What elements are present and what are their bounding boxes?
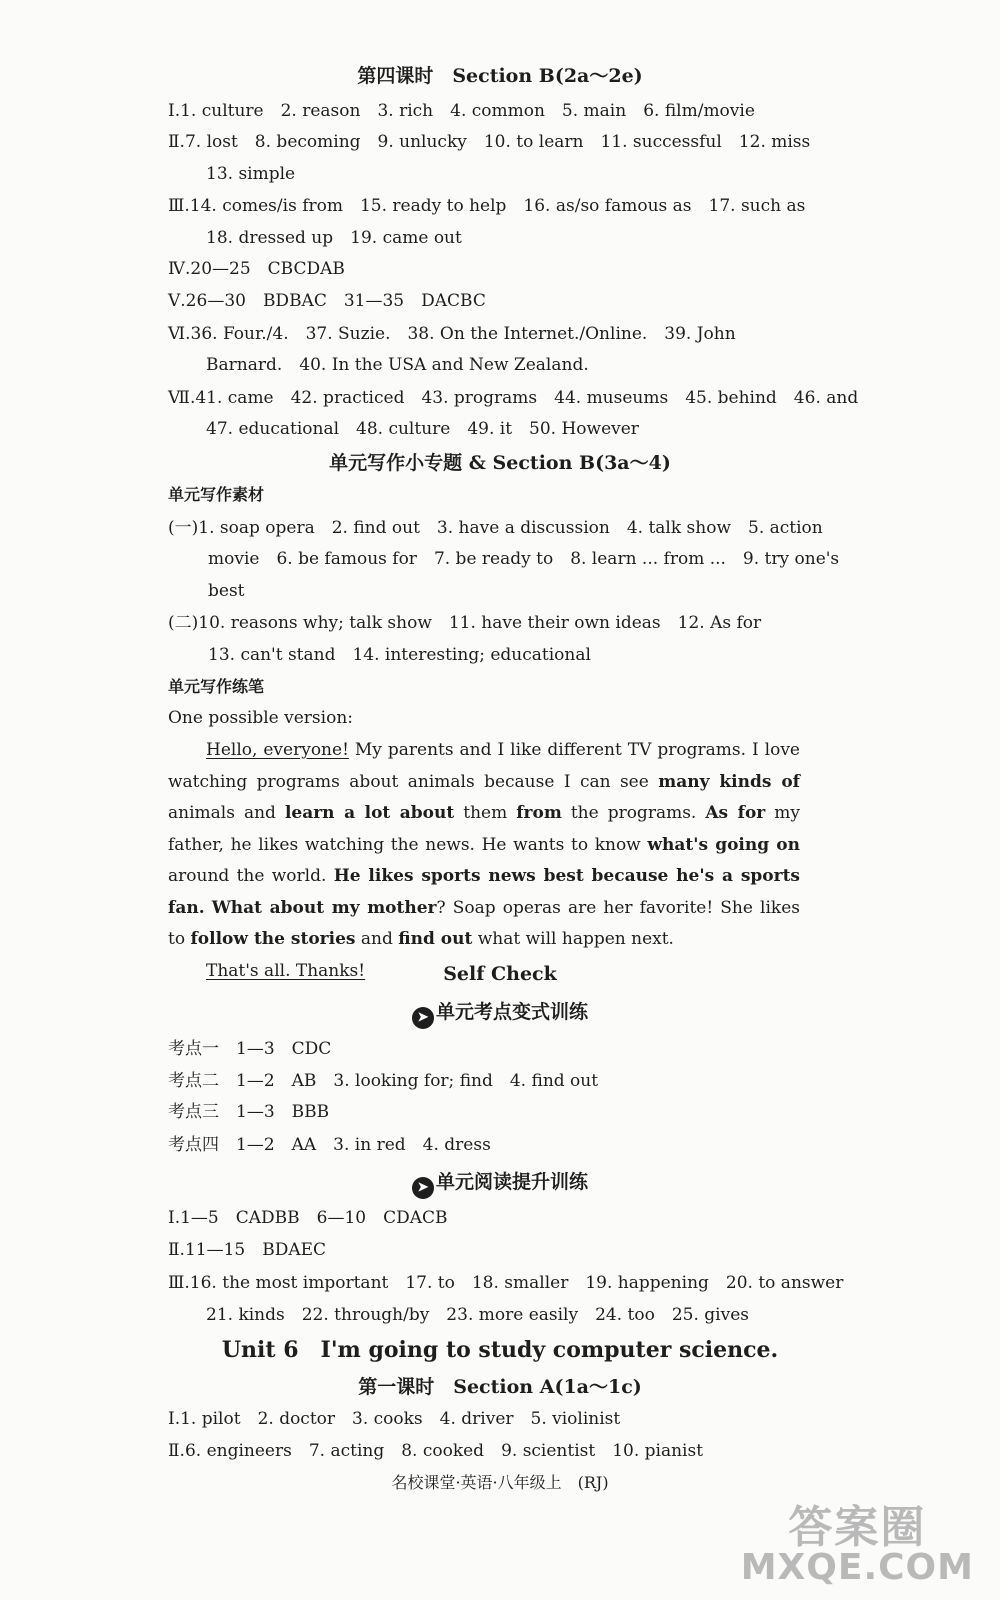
essay-closing: That's all. Thanks! (206, 960, 366, 981)
section-title: 单元写作小专题 & Section B(3a～4) (329, 452, 671, 474)
answer-line: Ⅱ.11—15 BDAEC (168, 1240, 327, 1260)
watermark-text: 答案圈 (788, 1502, 927, 1553)
answer-line: Barnard. 40. In the USA and New Zealand. (206, 355, 589, 375)
answer-line: Ⅱ.7. lost 8. becoming 9. unlucky 10. to learn 11. successful 12. miss (168, 132, 811, 152)
subsection-title: 单元写作练笔 (168, 677, 265, 696)
essay-keyphrase: find out (398, 929, 473, 949)
section-title: 第一课时 Section A(1a～1c) (358, 1376, 642, 1398)
arrow-right-icon: ➤ (412, 1177, 434, 1199)
answer-line: 考点一 1—3 CDC (168, 1039, 332, 1059)
answer-line: best (208, 581, 245, 601)
page-footer: 名校课堂·英语·八年级上 (RJ) (391, 1473, 609, 1492)
answer-line: Ⅶ.41. came 42. practiced 43. programs 44. museums 45. behind 46. and (168, 388, 859, 408)
answer-line: Ⅴ.26—30 BDBAC 31—35 DACBC (168, 291, 486, 311)
essay-keyphrase: many kinds of (658, 771, 800, 792)
answer-line: 21. kinds 22. through/by 23. more easily 24. too 25. gives (206, 1305, 749, 1325)
answer-line: 47. educational 48. culture 49. it 50. However (206, 419, 639, 439)
watermark-logo (740, 1502, 974, 1588)
answer-line: movie 6. be famous for 7. be ready to 8. learn ... from ... 9. try one's (208, 549, 840, 569)
answer-line: Ⅲ.14. comes/is from 15. ready to help 16. as/so famous as 17. such as (168, 196, 806, 216)
essay-keyphrase: from (516, 803, 562, 823)
essay-keyphrase: learn a lot about (284, 803, 455, 823)
essay-keyphrase: As for (705, 803, 766, 823)
section-title: 第四课时 Section B(2a～2e) (357, 65, 643, 87)
answer-line: 13. simple (206, 164, 296, 184)
unit-title: Unit 6 I'm going to study computer science. (221, 1337, 779, 1363)
essay-keyphrase: What about my mother (211, 897, 437, 918)
answer-line: Ⅱ.6. engineers 7. acting 8. cooked 9. scientist 10. pianist (168, 1441, 704, 1461)
answer-line: Ⅰ.1. culture 2. reason 3. rich 4. common 5. main 6. film/movie (168, 101, 755, 121)
answer-line: 考点二 1—2 AB 3. looking for; find 4. find out (168, 1071, 599, 1091)
subsection-header: ➤ 单元考点变式训练 (0, 1000, 1000, 1029)
answer-line: (二)10. reasons why; talk show 11. have their own ideas 12. As for (168, 613, 762, 633)
essay-keyphrase: what's going on (647, 834, 800, 855)
answer-line: 考点四 1—2 AA 3. in red 4. dress (168, 1135, 491, 1155)
answer-line: 18. dressed up 19. came out (206, 228, 462, 248)
essay-keyphrase: He likes sports news best because he's a sports fan. (168, 866, 800, 918)
version-label: One possible version: (168, 708, 353, 728)
answer-line: Ⅰ.1. pilot 2. doctor 3. cooks 4. driver 5. violinist (168, 1409, 621, 1429)
essay-greeting: Hello, everyone! (206, 740, 349, 760)
subsection-header: ➤ 单元阅读提升训练 (0, 1170, 1000, 1199)
essay-keyphrase: follow the stories (190, 929, 356, 949)
watermark-url: MXQE.COM (740, 1547, 974, 1588)
model-essay: Hello, everyone! My parents and I like different TV programs. I love watching programs about animals because I can see many kinds of animals and learn a lot about them from the programs. As for my father, he likes watching the news. He wants to know what's going on around the world. He likes sports news best because he's a sports fan. What about my mother? Soap operas are her favorite! She likes to follow the stories and find out what will happen next. That's all. Thanks! (168, 740, 800, 981)
answer-line: Ⅵ.36. Four./4. 37. Suzie. 38. On the Internet./Online. 39. John (168, 324, 736, 344)
answer-line: Ⅰ.1—5 CADBB 6—10 CDACB (168, 1208, 448, 1228)
subsection-title: 单元写作素材 (168, 485, 265, 504)
arrow-right-icon: ➤ (412, 1007, 434, 1029)
section-title: Self Check (443, 963, 557, 985)
answer-line: Ⅲ.16. the most important 17. to 18. smaller 19. happening 20. to answer (168, 1273, 844, 1293)
answer-line: 考点三 1—3 BBB (168, 1102, 330, 1122)
answer-line: (一)1. soap opera 2. find out 3. have a discussion 4. talk show 5. action (168, 518, 823, 538)
answer-line: 13. can't stand 14. interesting; educational (208, 645, 591, 665)
answer-line: Ⅳ.20—25 CBCDAB (168, 259, 345, 279)
